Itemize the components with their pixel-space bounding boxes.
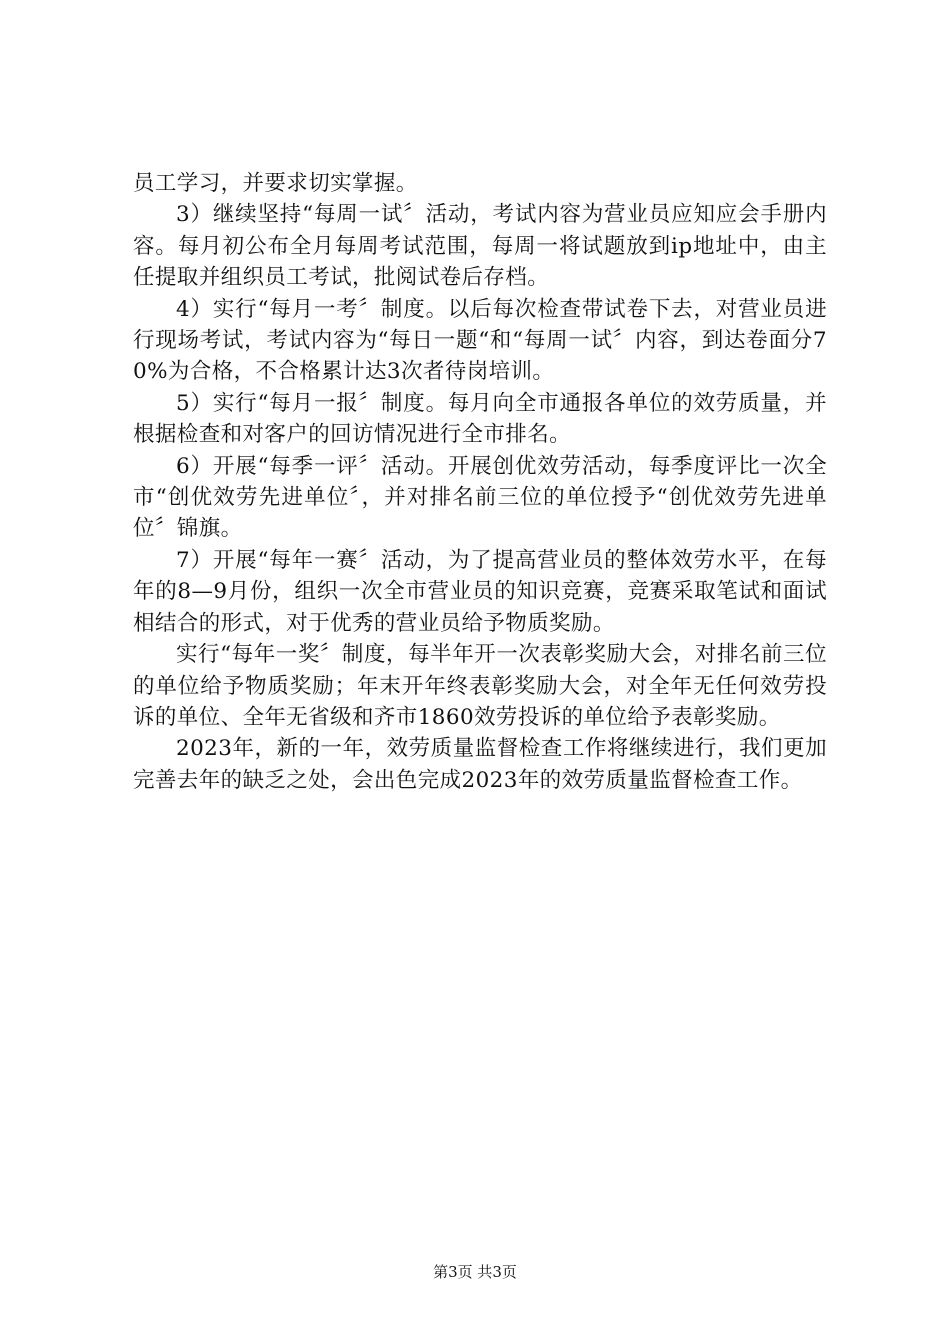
paragraph-conclusion: 2023年，新的一年，效劳质量监督检查工作将继续进行，我们更加完善去年的缺乏之处，会出色完成2023年的效劳质量监督检查工作。 [133, 736, 827, 793]
paragraph-continuation: 员工学习，并要求切实掌握。 [133, 171, 418, 196]
paragraph-item-4: 4）实行“每月一考〞制度。以后每次检查带试卷下去，对营业员进行现场考试，考试内容为“每日一题“和“每周一试〞内容，到达卷面分70%为合格，不合格累计达3次者待岗培训。 [133, 296, 827, 385]
page-footer: 第3页 共3页 [433, 1263, 517, 1281]
document-body [133, 168, 827, 796]
paragraph-item-3: 3）继续坚持“每周一试〞活动，考试内容为营业员应知应会手册内容。每月初公布全月每周考试范围，每周一将试题放到ip地址中，由主任提取并组织员工考试，批阅试卷后存档。 [133, 202, 827, 291]
paragraph-item-5: 5）实行“每月一报〞制度。每月向全市通报各单位的效劳质量，并根据检查和对客户的回访情况进行全市排名。 [133, 390, 827, 448]
paragraph-annual-award: 实行“每年一奖〞制度，每半年开一次表彰奖励大会，对排名前三位的单位给予物质奖励；年末开年终表彰奖励大会，对全年无任何效劳投诉的单位、全年无省级和齐市1860效劳投诉的单位给予表彰奖励。 [133, 642, 827, 730]
paragraph-item-6: 6）开展“每季一评〞活动。开展创优效劳活动，每季度评比一次全市“创优效劳先进单位〞，并对排名前三位的单位授予“创优效劳先进单位〞锦旗。 [133, 453, 827, 542]
paragraph-item-7: 7）开展“每年一赛〞活动，为了提高营业员的整体效劳水平，在每年的8—9月份，组织一次全市营业员的知识竞赛，竞赛采取笔试和面试相结合的形式，对于优秀的营业员给予物质奖励。 [133, 547, 827, 636]
